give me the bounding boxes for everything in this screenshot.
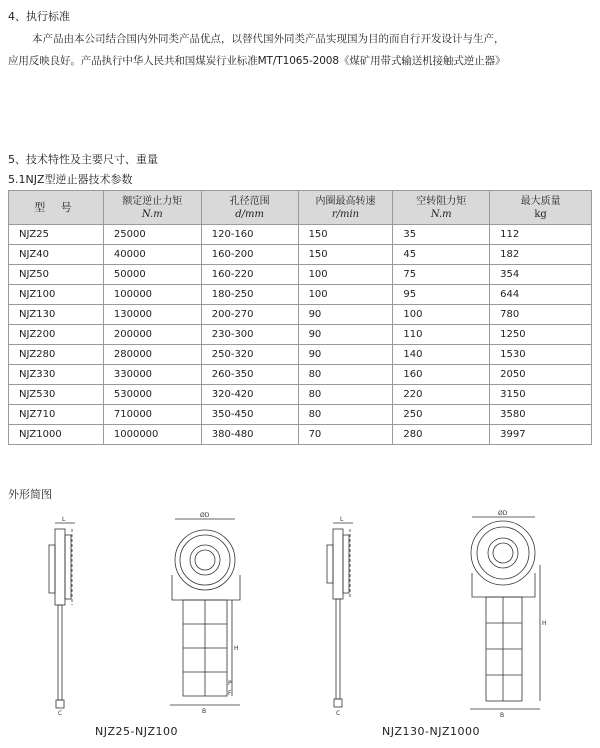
cell-model: NJZ530: [9, 385, 104, 405]
cell-model: NJZ710: [9, 405, 104, 425]
cell-mass: 112: [490, 225, 592, 245]
standard-paragraph: [8, 28, 596, 72]
caption-left: NJZ25-NJZ100: [95, 725, 178, 738]
cell-torque: 710000: [103, 405, 201, 425]
header-bore: 孔径范围 d/mm: [201, 191, 298, 225]
cell-bore: 230-300: [201, 325, 298, 345]
cell-model: NJZ50: [9, 265, 104, 285]
cell-idle-torque: 250: [393, 405, 490, 425]
dim-b-right: B: [500, 712, 505, 719]
table-header-row: [9, 191, 592, 225]
paragraph-line-1: 本产品由本公司结合国内外同类产品优点，以替代国外同类产品实现国为目的而自行开发设计与生产，: [32, 33, 505, 45]
cell-torque: 200000: [103, 325, 201, 345]
table-row: [9, 285, 592, 305]
cell-bore: 180-250: [201, 285, 298, 305]
paragraph-line-2: 应用反映良好。产品执行中华人民共和国煤炭行业标准MT/T1065-2008《煤矿用带式输送机接触式逆止器》: [8, 55, 506, 67]
cell-speed: 90: [298, 345, 393, 365]
side-view-left: [49, 523, 75, 708]
cell-idle-torque: 35: [393, 225, 490, 245]
table-row: [9, 405, 592, 425]
dim-h-right: H: [542, 620, 547, 627]
cell-speed: 100: [298, 285, 393, 305]
cell-model: NJZ130: [9, 305, 104, 325]
cell-idle-torque: 110: [393, 325, 490, 345]
side-view-right: [327, 523, 353, 707]
cell-model: NJZ1000: [9, 425, 104, 445]
cell-torque: 40000: [103, 245, 201, 265]
table-row: [9, 265, 592, 285]
cell-torque: 130000: [103, 305, 201, 325]
cell-speed: 70: [298, 425, 393, 445]
table-row: [9, 225, 592, 245]
dim-f-left: F: [228, 690, 232, 697]
section4-heading: 4、执行标准: [8, 10, 70, 23]
cell-idle-torque: 280: [393, 425, 490, 445]
dim-d-left: ØD: [200, 512, 210, 519]
cell-idle-torque: 75: [393, 265, 490, 285]
cell-mass: 3580: [490, 405, 592, 425]
cell-mass: 182: [490, 245, 592, 265]
front-view-left: [170, 519, 240, 705]
cell-bore: 350-450: [201, 405, 298, 425]
cell-speed: 100: [298, 265, 393, 285]
outline-heading: 外形简图: [8, 488, 52, 501]
cell-speed: 150: [298, 225, 393, 245]
cell-idle-torque: 160: [393, 365, 490, 385]
dim-p-left: P: [228, 680, 232, 687]
cell-model: NJZ40: [9, 245, 104, 265]
dim-c-right: C: [336, 710, 341, 717]
cell-mass: 644: [490, 285, 592, 305]
cell-idle-torque: 45: [393, 245, 490, 265]
header-mass: 最大质量 kg: [490, 191, 592, 225]
cell-mass: 2050: [490, 365, 592, 385]
cell-idle-torque: 220: [393, 385, 490, 405]
table-row: [9, 345, 592, 365]
cell-bore: 320-420: [201, 385, 298, 405]
header-speed: 内圈最高转速 r/min: [298, 191, 393, 225]
cell-bore: 160-200: [201, 245, 298, 265]
dim-l-right: L: [340, 516, 344, 523]
outline-drawings: [0, 505, 600, 748]
cell-model: NJZ25: [9, 225, 104, 245]
dim-b-left: B: [202, 708, 207, 715]
cell-bore: 200-270: [201, 305, 298, 325]
header-idle-torque: 空转阻力矩 N.m: [393, 191, 490, 225]
cell-model: NJZ280: [9, 345, 104, 365]
dim-l-left: L: [62, 516, 66, 523]
cell-torque: 330000: [103, 365, 201, 385]
cell-idle-torque: 100: [393, 305, 490, 325]
cell-torque: 50000: [103, 265, 201, 285]
cell-model: NJZ330: [9, 365, 104, 385]
table-row: [9, 325, 592, 345]
spec-table: [8, 190, 592, 445]
cell-model: NJZ200: [9, 325, 104, 345]
header-torque: 额定逆止力矩 N.m: [103, 191, 201, 225]
cell-speed: 150: [298, 245, 393, 265]
cell-bore: 260-350: [201, 365, 298, 385]
cell-torque: 280000: [103, 345, 201, 365]
table-row: [9, 385, 592, 405]
front-view-right: [470, 517, 540, 709]
header-model: 型 号: [9, 191, 104, 225]
cell-idle-torque: 95: [393, 285, 490, 305]
cell-bore: 120-160: [201, 225, 298, 245]
cell-model: NJZ100: [9, 285, 104, 305]
dim-c-left: C: [58, 710, 63, 717]
cell-mass: 1250: [490, 325, 592, 345]
cell-mass: 1530: [490, 345, 592, 365]
dim-d-right: ØD: [498, 510, 508, 517]
cell-speed: 90: [298, 305, 393, 325]
cell-speed: 80: [298, 405, 393, 425]
table-row: [9, 425, 592, 445]
cell-idle-torque: 140: [393, 345, 490, 365]
section5-heading: 5、技术特性及主要尺寸、重量: [8, 153, 158, 166]
cell-bore: 250-320: [201, 345, 298, 365]
caption-right: NJZ130-NJZ1000: [382, 725, 480, 738]
cell-bore: 380-480: [201, 425, 298, 445]
cell-torque: 100000: [103, 285, 201, 305]
cell-mass: 354: [490, 265, 592, 285]
table-row: [9, 365, 592, 385]
cell-speed: 80: [298, 385, 393, 405]
dim-h-left: H: [234, 645, 239, 652]
cell-torque: 1000000: [103, 425, 201, 445]
cell-torque: 25000: [103, 225, 201, 245]
cell-speed: 90: [298, 325, 393, 345]
cell-speed: 80: [298, 365, 393, 385]
cell-mass: 3150: [490, 385, 592, 405]
cell-torque: 530000: [103, 385, 201, 405]
cell-mass: 780: [490, 305, 592, 325]
cell-mass: 3997: [490, 425, 592, 445]
cell-bore: 160-220: [201, 265, 298, 285]
table-caption: 5.1NJZ型逆止器技术参数: [8, 173, 133, 186]
table-row: [9, 305, 592, 325]
table-row: [9, 245, 592, 265]
